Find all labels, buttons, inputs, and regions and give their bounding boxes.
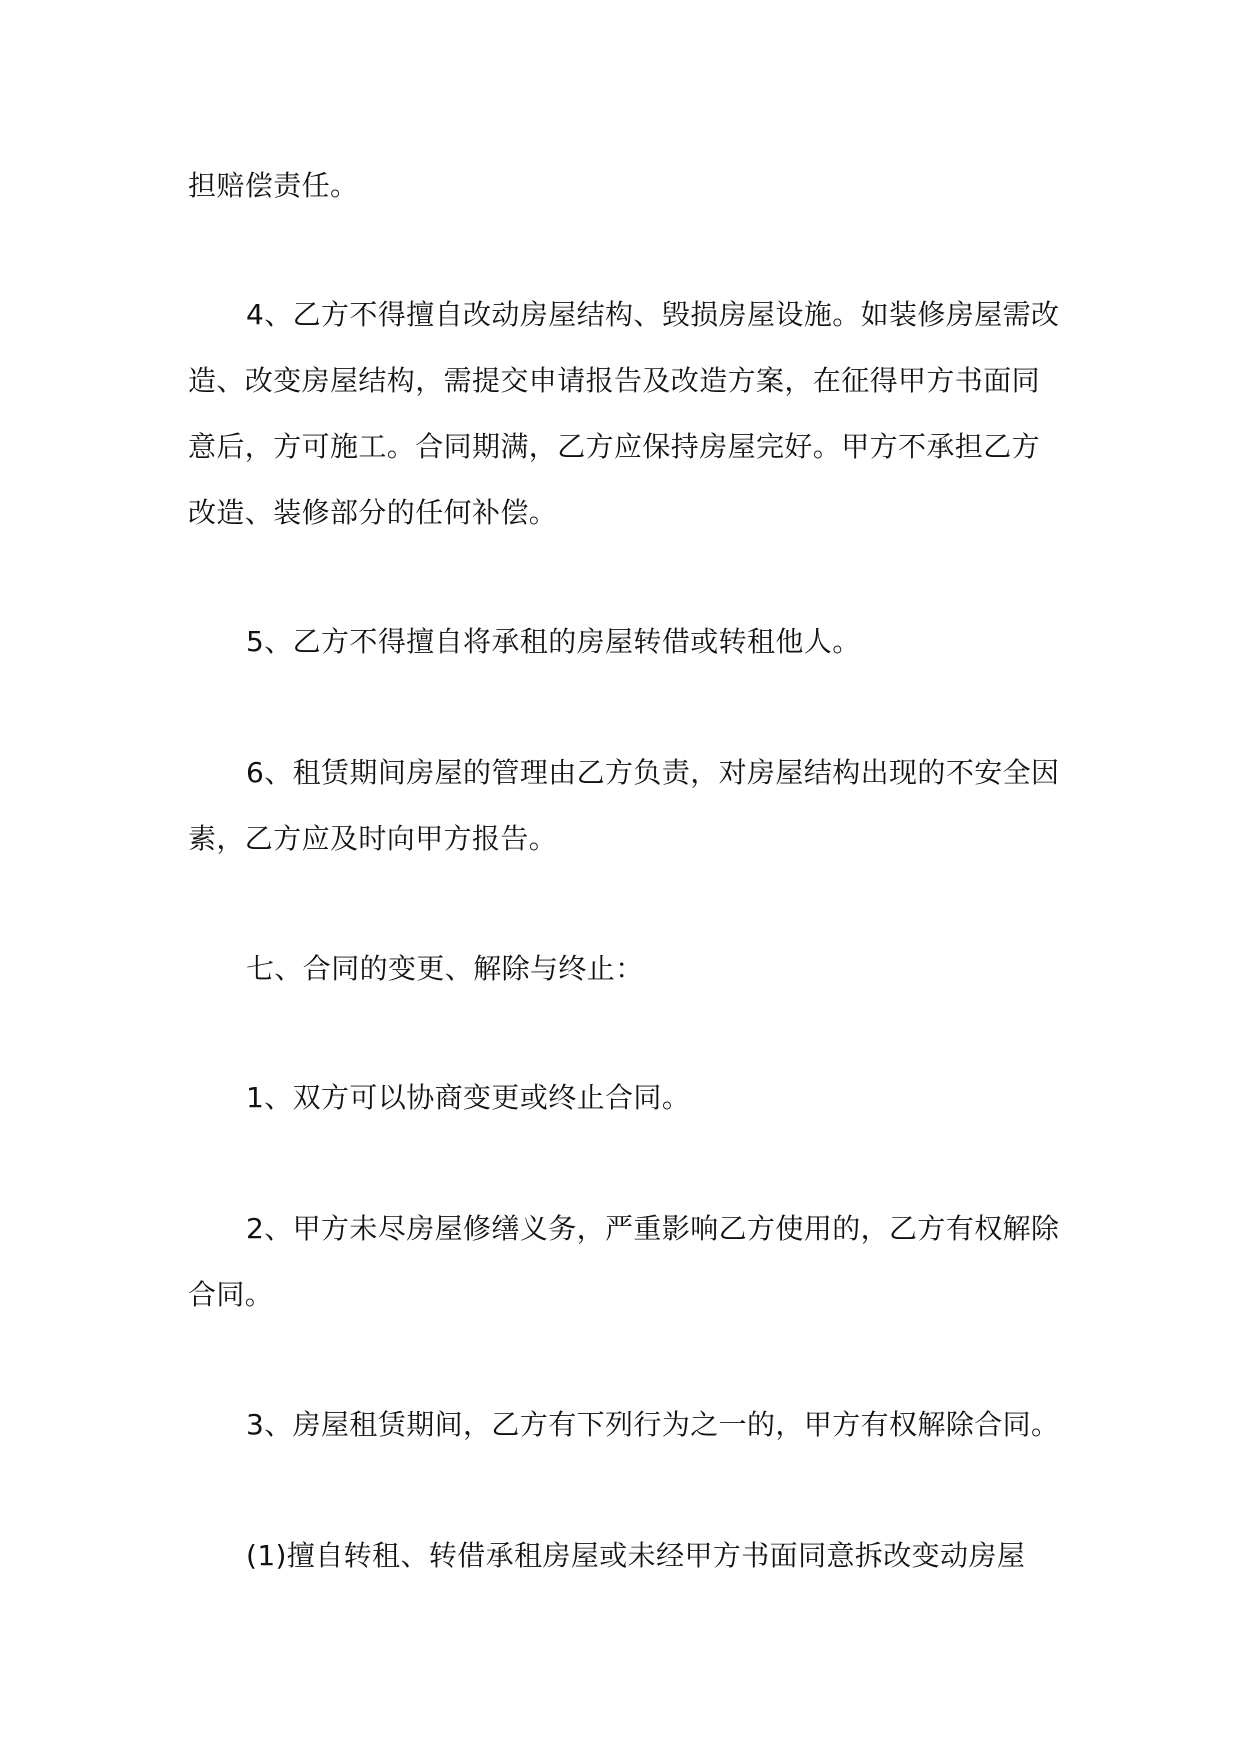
paragraph-clause-5: 5、乙方不得擅自将承租的房屋转借或转租他人。 xyxy=(246,625,861,658)
paragraph-clause-4: 4、乙方不得擅自改动房屋结构、毁损房屋设施。如装修房屋需改造、改变房屋结构，需提交申请报告及改造方案，在征得甲方书面同意后，方可施工。合同期满，乙方应保持房屋完好。甲方不承担乙方改造、装修部分的任何补偿。 xyxy=(188,298,1060,529)
paragraph-termination-3: 3、房屋租赁期间，乙方有下列行为之一的，甲方有权解除合同。 xyxy=(246,1408,1060,1441)
paragraph-clause-6: 6、租赁期间房屋的管理由乙方负责，对房屋结构出现的不安全因素，乙方应及时向甲方报告。 xyxy=(188,756,1060,855)
paragraph-termination-2: 2、甲方未尽房屋修缮义务，严重影响乙方使用的，乙方有权解除合同。 xyxy=(188,1212,1060,1311)
paragraph-termination-1: 1、双方可以协商变更或终止合同。 xyxy=(246,1081,691,1114)
section-heading-7: 七、合同的变更、解除与终止： xyxy=(246,952,644,985)
paragraph-item-1: (1)擅自转租、转借承租房屋或未经甲方书面同意拆改变动房屋 xyxy=(246,1539,1026,1572)
paragraph-continuation: 担赔偿责任。 xyxy=(188,169,359,202)
